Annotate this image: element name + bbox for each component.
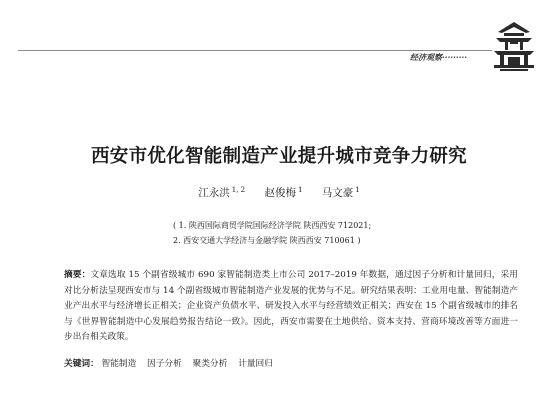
author-affiliation-mark: 1, 2 (231, 186, 246, 194)
affiliation-line: ( 1. 陕西国际商贸学院国际经济学院 陕西西安 712021; (173, 221, 372, 230)
header-rule (18, 50, 492, 51)
affiliations (173, 218, 553, 248)
author-name: 江永洪 (198, 187, 230, 199)
keyword: 智能制造 (101, 359, 137, 369)
keywords (64, 357, 518, 372)
author-affiliation-mark: 1 (297, 186, 303, 194)
abstract-text: 文章选取 15 个副省级城市 690 家智能制造类上市公司 2017–2019 年数据，通过因子分析和计量回归，采用对比分析法呈现西安市与 14 个副省级城市智能制造产业发展的优势与不足。研究结果表明：工业用电量、智能制造产业产出水平与经济增长正相关；企业资产负债水平、研发投入水平与经营绩效正相关；西安在 15 个副省级城市的排名与《世界智能制造中心发展趋势报告结论一致》。因此，西安市需要在土地供给、资本支持、营商环境改善等方面进一步出台相关政策。 (64, 270, 518, 343)
keyword: 计量回归 (238, 359, 273, 369)
author-affiliation-mark: 1 (355, 186, 360, 194)
abstract-label: 摘要： (64, 270, 91, 280)
author-name: 赵俊梅 (264, 187, 296, 199)
column-name: 经济观察········· (410, 52, 468, 62)
keyword: 聚类分析 (192, 359, 228, 369)
author (198, 183, 245, 200)
affiliation-line: 2. 西安交通大学经济与金融学院 陕西西安 710061 ) (173, 236, 361, 245)
author-name: 马文豪 (321, 187, 354, 199)
article-title: 西安市优化智能制造产业提升城市竞争力研究 (90, 146, 467, 167)
author-list (0, 183, 558, 200)
abstract (64, 268, 518, 346)
author (264, 183, 302, 200)
pagoda-logo-icon (490, 18, 538, 74)
keywords-label: 关键词： (64, 359, 99, 369)
keyword: 因子分析 (147, 359, 182, 369)
author (322, 183, 360, 200)
